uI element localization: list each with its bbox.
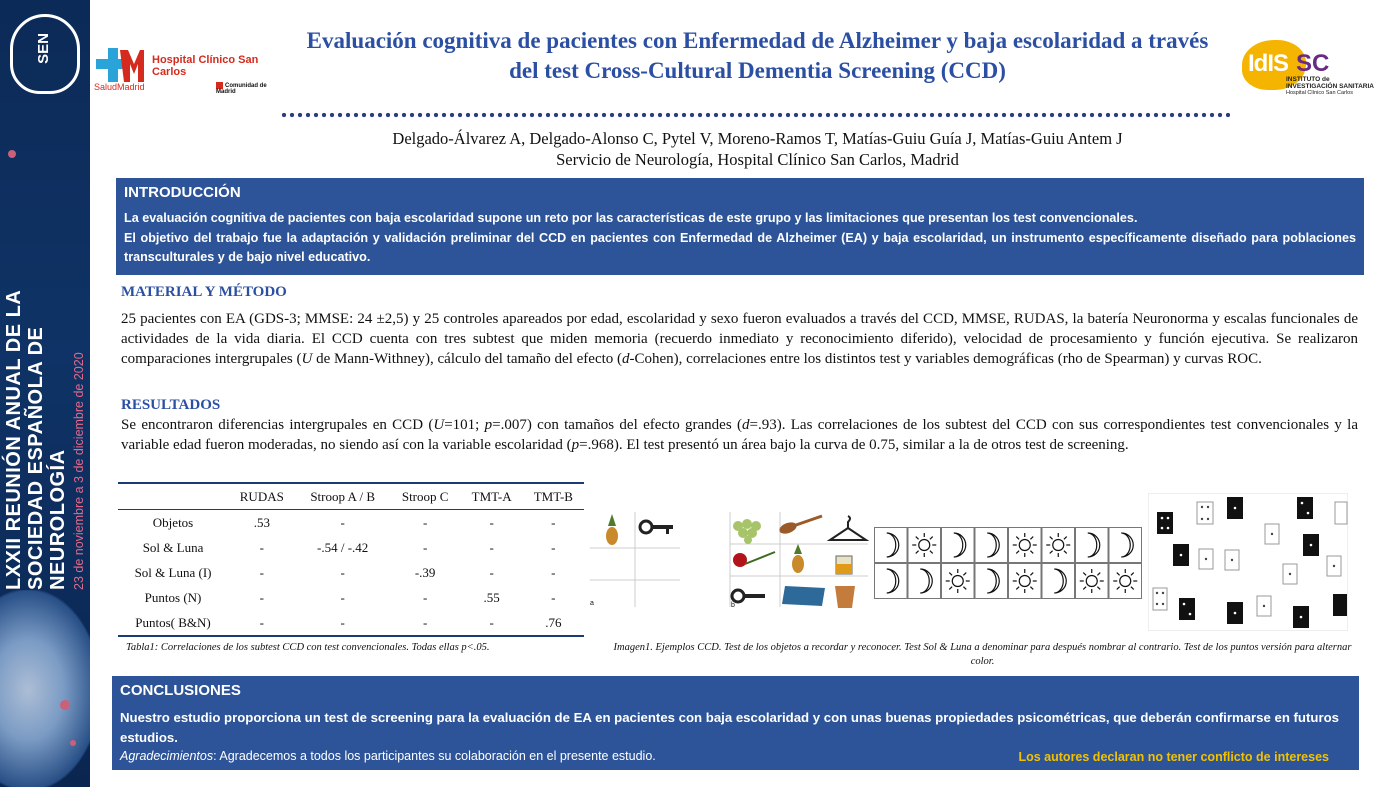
figure-label-a: a bbox=[590, 600, 594, 607]
table-cell: - bbox=[461, 610, 523, 636]
table-cell: - bbox=[551, 540, 556, 555]
methods-text: de Mann-Withney), cálculo del tamaño del efecto ( bbox=[312, 350, 623, 367]
objects-test-image bbox=[590, 512, 870, 612]
table-cell: - bbox=[551, 565, 556, 580]
introduction-heading: INTRODUCCIÓN bbox=[124, 184, 241, 201]
introduction-paragraph-2: El objetivo del trabajo fue la adaptación y validación preliminar del CCD en pacientes con Enfermedad de Alzheimer (EA) y baja escolaridad, un instrumento específicamente diseñado para poblaciones transculturales y de bajo nivel educativo. bbox=[124, 230, 1356, 264]
table-cell: - bbox=[340, 565, 345, 580]
dotted-divider bbox=[280, 112, 1230, 118]
decor-dot bbox=[8, 150, 16, 158]
conference-line-1: LXXII REUNIÓN ANUAL DE LA bbox=[3, 289, 25, 590]
table-cell: - bbox=[422, 540, 428, 555]
sun-icon bbox=[1009, 564, 1042, 599]
moon-icon bbox=[908, 564, 941, 599]
results-text: Se encontraron diferencias intergrupales en CCD ( bbox=[121, 417, 434, 433]
table-cell: Objetos bbox=[152, 515, 194, 530]
figure-caption: Imagen1. Ejemplos CCD. Test de los objetos a recordar y reconocer. Test Sol & Luna a denominar para después nombrar al contrario. Test de los puntos versión para alternar color. bbox=[613, 642, 1352, 667]
results-text: =101; bbox=[444, 417, 485, 433]
table-cell: - bbox=[422, 590, 428, 605]
sun-icon bbox=[1076, 564, 1109, 599]
hospital-logo bbox=[94, 46, 284, 96]
table-cell: .76 bbox=[523, 610, 584, 636]
conflict-of-interest: Los autores declaran no tener conflicto de intereses bbox=[1018, 750, 1329, 764]
objects-test-illustration bbox=[590, 512, 870, 612]
idissc-logo bbox=[1240, 38, 1374, 108]
table-cell: - bbox=[228, 610, 296, 636]
sun-icon bbox=[908, 528, 941, 563]
table-header-cell bbox=[118, 483, 228, 510]
acknowledgements-label: Agradecimientos bbox=[120, 749, 214, 763]
table-cell: -.39 bbox=[414, 565, 436, 580]
table-row bbox=[118, 585, 584, 610]
salud-madrid-label: SaludMadrid bbox=[94, 82, 145, 92]
table-cell: - bbox=[551, 515, 556, 530]
sun-moon-grid bbox=[874, 527, 1142, 599]
introduction-box bbox=[116, 178, 1364, 275]
table-cell: - bbox=[259, 540, 264, 555]
methods-heading: MATERIAL Y MÉTODO bbox=[121, 284, 287, 300]
table-cell: - bbox=[340, 590, 345, 605]
results-text-p: p bbox=[484, 417, 493, 433]
conclusions-text: Nuestro estudio proporciona un test de screening para la evaluación de EA en pacientes con baja escolaridad y con unas buenas propiedades psicométricas, que deberán confirmarse en futuros estudios. bbox=[120, 710, 1339, 745]
comunidad-madrid-label bbox=[216, 82, 284, 95]
results-text-u: U bbox=[433, 417, 445, 433]
brain-illustration bbox=[0, 590, 90, 787]
decor-dot bbox=[70, 740, 76, 746]
table-header-cell: RUDAS bbox=[228, 483, 296, 510]
idissc-logo-sc: SC bbox=[1296, 50, 1330, 77]
sen-logo-text: SEN bbox=[34, 33, 52, 64]
table-row bbox=[118, 560, 584, 585]
idissc-hospital: Hospital Clínico San Carlos bbox=[1286, 90, 1353, 96]
table-header-cell: TMT-B bbox=[523, 483, 584, 510]
results-text: =.007) con tamaños del efecto grandes ( bbox=[492, 417, 742, 433]
moon-icon bbox=[875, 528, 908, 563]
conclusions-heading: CONCLUSIONES bbox=[120, 682, 241, 699]
results-paragraph bbox=[121, 416, 1358, 456]
table-cell: .55 bbox=[483, 590, 500, 605]
authors: Delgado-Álvarez A, Delgado-Alonso C, Pytel V, Moreno-Ramos T, Matías-Guiu Guía J, Matías-Guiu Antem J bbox=[392, 129, 1123, 148]
table-cell: - bbox=[489, 515, 494, 530]
table-cell: -.54 / -.42 bbox=[317, 540, 369, 555]
table-cell: - bbox=[296, 610, 390, 636]
acknowledgements-text: : Agradecemos a todos los participantes su colaboración en el presente estudio. bbox=[213, 749, 656, 763]
idissc-subtitle: INSTITUTO de INVESTIGACIÓN SANITARIA bbox=[1286, 76, 1374, 90]
results-text-p: p bbox=[571, 436, 580, 453]
dots-test-image bbox=[1148, 493, 1348, 631]
dots-test-illustration bbox=[1149, 494, 1349, 632]
table-row bbox=[118, 535, 584, 560]
table-row bbox=[118, 510, 584, 536]
methods-text-d: d bbox=[622, 350, 630, 367]
idissc-logo-idis: IdIS bbox=[1248, 50, 1289, 77]
methods-text: 25 pacientes con EA (GDS-3; MMSE: 24 ±2,5) y 25 controles apareados por edad, escolaridad y sexo fueron evaluados a través del CCD, MMSE, RUDAS, la batería Neuronorma y escalas funcionales de actividades de la vida diaria. El CCD cuenta con tres subtest que miden memoria (recuerdo inmediato y reconocimiento diferido), velocidad de procesamiento y función ejecutiva. Se realizaron comparaciones intergrupales ( bbox=[121, 311, 1358, 367]
hospital-name: Hospital Clínico San Carlos bbox=[152, 54, 259, 78]
moon-icon bbox=[975, 528, 1008, 563]
conference-dates: 23 de noviembre a 3 de diciembre de 2020 bbox=[72, 352, 86, 590]
table-cell: - bbox=[259, 590, 264, 605]
methods-text-u: U bbox=[301, 350, 313, 367]
table-caption: Tabla1: Correlaciones de los subtest CCD con test convencionales. Todas ellas p<.05. bbox=[126, 642, 490, 653]
moon-icon bbox=[1042, 564, 1075, 599]
table-cell: - bbox=[259, 565, 264, 580]
table-cell: - bbox=[340, 515, 345, 530]
table-header-cell: Stroop C bbox=[390, 483, 461, 510]
moon-icon bbox=[975, 564, 1008, 599]
table-header-cell: Stroop A / B bbox=[296, 483, 390, 510]
sun-icon bbox=[942, 564, 975, 599]
introduction-paragraph-1: La evaluación cognitiva de pacientes con baja escolaridad supone un reto por las características de este grupo y las limitaciones que presentan los test convencionales. bbox=[124, 211, 1138, 225]
table-header-cell: TMT-A bbox=[461, 483, 523, 510]
sun-icon bbox=[1042, 528, 1075, 563]
sun-icon bbox=[1009, 528, 1042, 563]
table-cell: - bbox=[390, 610, 461, 636]
moon-icon bbox=[1109, 528, 1142, 563]
sun-moon-test-image bbox=[874, 527, 1142, 599]
table-cell: - bbox=[551, 590, 556, 605]
conference-line-2: SOCIEDAD ESPAÑOLA DE NEUROLOGÍA bbox=[25, 326, 69, 590]
moon-icon bbox=[875, 564, 908, 599]
sun-icon bbox=[1109, 564, 1142, 599]
affiliation: Servicio de Neurología, Hospital Clínico San Carlos, Madrid bbox=[556, 150, 959, 169]
conclusions-box bbox=[112, 676, 1359, 770]
results-text: =.968). El test presentó un área bajo la curva de 0.75, similar a la de otros test de screening. bbox=[579, 436, 1129, 453]
methods-text: -Cohen), correlaciones entre los distintos test y variables demográficas (rho de Spearman) y curvas ROC. bbox=[629, 350, 1262, 367]
table-cell: - bbox=[489, 565, 494, 580]
table-header-row bbox=[118, 483, 584, 510]
table-cell: .53 bbox=[253, 515, 270, 530]
poster-title: Evaluación cognitiva de pacientes con Enfermedad de Alzheimer y baja escolaridad a través del test Cross-Cultural Dementia Screening (CCD) bbox=[306, 28, 1209, 83]
moon-icon bbox=[1076, 528, 1109, 563]
results-heading: RESULTADOS bbox=[121, 397, 221, 413]
table-cell: Sol & Luna (I) bbox=[134, 565, 212, 580]
table-cell: Puntos (N) bbox=[144, 590, 202, 605]
table-cell: Sol & Luna bbox=[142, 540, 204, 555]
authors-block bbox=[290, 128, 1225, 170]
figure-label-b: b bbox=[731, 602, 735, 609]
comunidad-madrid-text: Comunidad de Madrid bbox=[216, 83, 267, 96]
conference-sidebar bbox=[0, 0, 90, 787]
table-cell: Puntos( B&N) bbox=[118, 610, 228, 636]
correlation-table bbox=[118, 482, 584, 637]
table-row bbox=[118, 610, 584, 636]
methods-paragraph bbox=[121, 310, 1358, 369]
table-cell: - bbox=[422, 515, 428, 530]
conference-title bbox=[3, 210, 87, 590]
results-text-d: d bbox=[741, 417, 750, 433]
table-cell: - bbox=[489, 540, 494, 555]
decor-dot bbox=[60, 700, 70, 710]
results-text: =.93). Las correlaciones de los subtest del CCD con sus correspondientes test convencionales y la variable edad fueron moderadas, no siendo así con la variable escolaridad ( bbox=[121, 417, 1359, 453]
moon-icon bbox=[942, 528, 975, 563]
